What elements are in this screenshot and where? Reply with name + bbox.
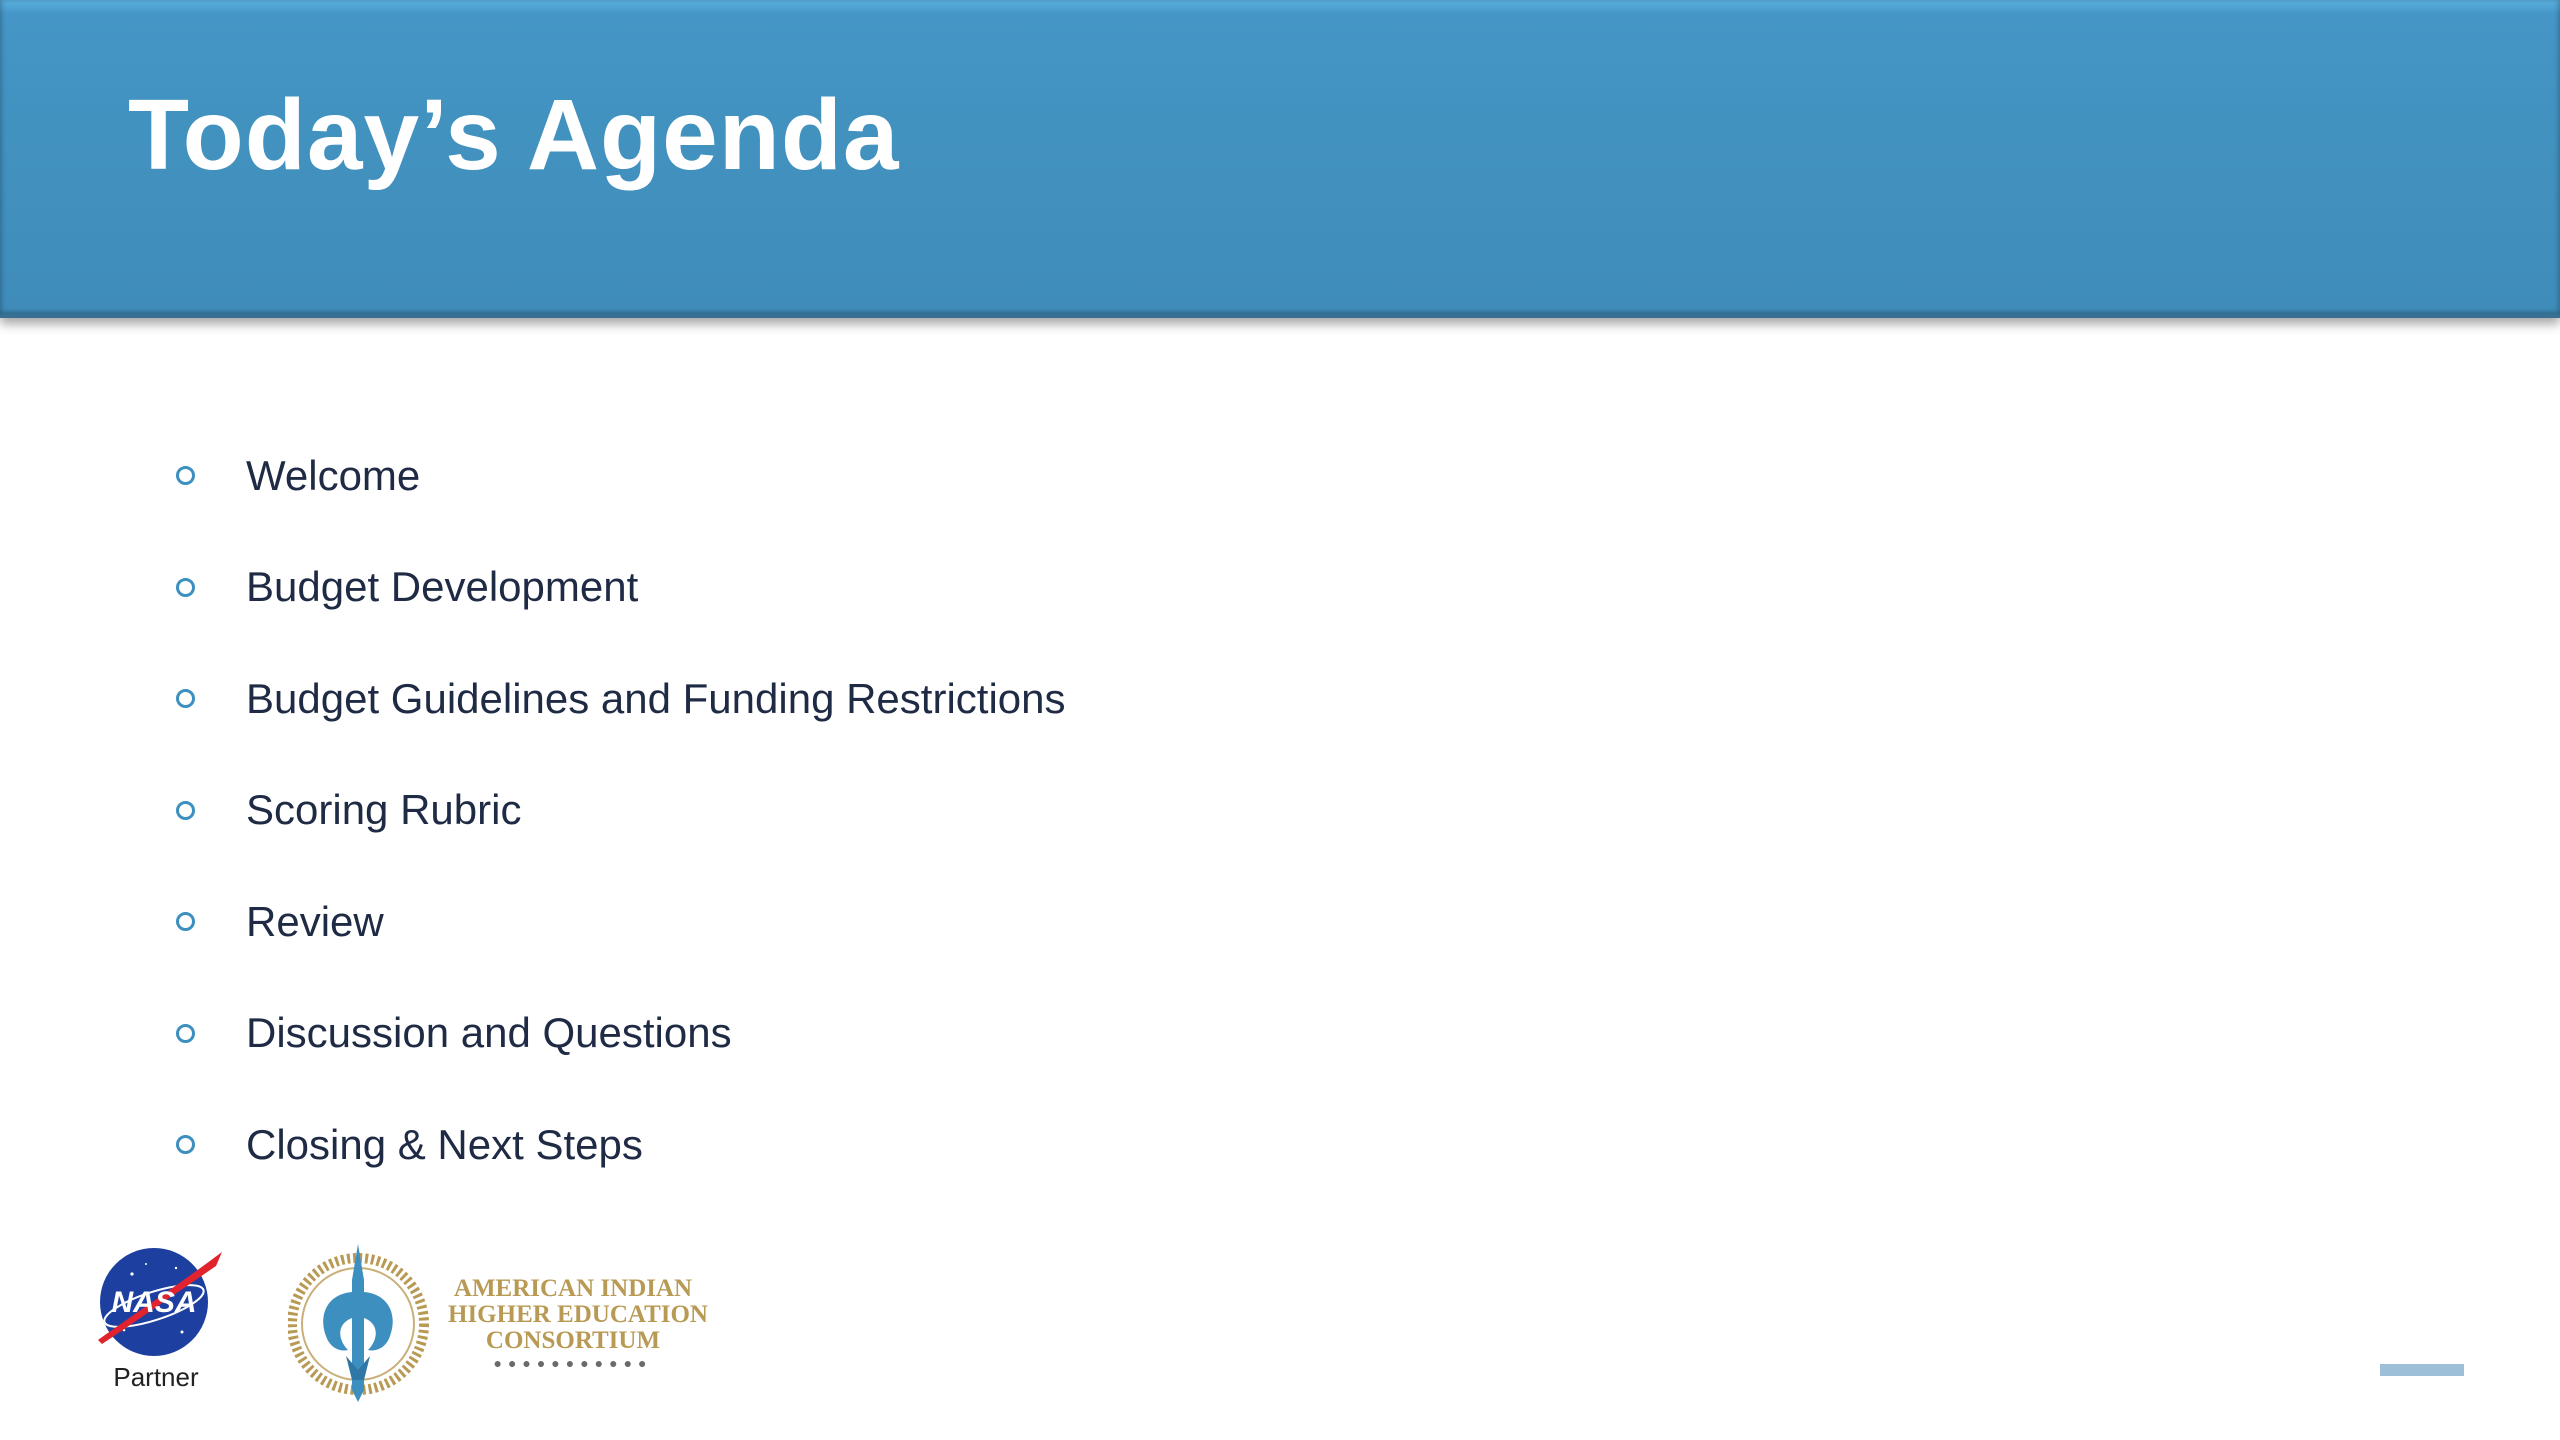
hollow-circle-icon (176, 801, 195, 820)
agenda-item (176, 532, 1066, 644)
aihec-line-2: HIGHER EDUCATION (448, 1301, 708, 1328)
agenda-list (176, 420, 1066, 1201)
aihec-dot-row: ●●●●●●●●●●● (493, 1355, 653, 1371)
hollow-circle-icon (176, 466, 195, 485)
agenda-item (176, 755, 1066, 867)
hollow-circle-icon (176, 1024, 195, 1043)
title-banner (0, 0, 2560, 318)
agenda-item (176, 1089, 1066, 1201)
slide-title: Today’s Agenda (128, 79, 900, 191)
agenda-item (176, 866, 1066, 978)
agenda-item-label: Closing & Next Steps (246, 1120, 643, 1168)
aihec-line-3: CONSORTIUM (485, 1327, 661, 1354)
hollow-circle-icon (176, 1135, 195, 1154)
nasa-logo (94, 1244, 224, 1364)
aihec-wordmark (448, 1275, 708, 1371)
agenda-item-label: Scoring Rubric (246, 786, 522, 834)
agenda-item (176, 643, 1066, 755)
hollow-circle-icon (176, 689, 195, 708)
page-marker-bar (2380, 1364, 2464, 1376)
hollow-circle-icon (176, 578, 195, 597)
aihec-seal-logo (288, 1240, 438, 1404)
agenda-item-label: Welcome (246, 451, 421, 499)
agenda-item (176, 420, 1066, 532)
agenda-item-label: Budget Guidelines and Funding Restrictions (246, 674, 1066, 722)
agenda-item-label: Review (246, 897, 384, 945)
agenda-item (176, 978, 1066, 1090)
aihec-line-1: AMERICAN INDIAN (453, 1275, 693, 1302)
agenda-item-label: Discussion and Questions (246, 1009, 732, 1057)
agenda-item-label: Budget Development (246, 563, 639, 611)
partner-label: Partner (113, 1362, 199, 1392)
nasa-logo-text: NASA (111, 1286, 197, 1319)
hollow-circle-icon (176, 912, 195, 931)
